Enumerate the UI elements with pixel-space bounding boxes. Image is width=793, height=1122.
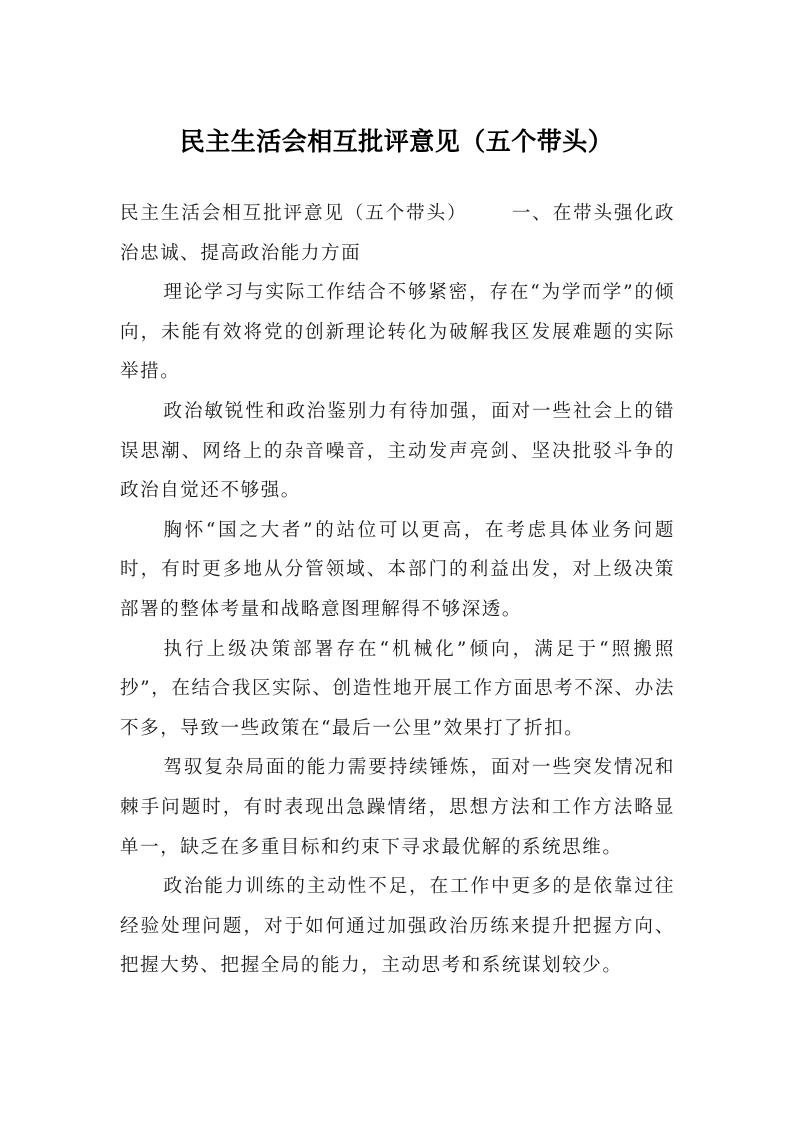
paragraph: 胸怀“国之大者”的站位可以更高，在考虑具体业务问题时，有时更多地从分管领域、本部门的利益出发，对上级决策部署的整体考量和战略意图理解得不够深透。 [120, 519, 675, 620]
intro-prefix: 民主生活会相互批评意见（五个带头） [120, 203, 468, 224]
paragraph: 执行上级决策部署存在“机械化”倾向，满足于“照搬照抄”，在结合我区实际、创造性地开展工作方面思考不深、办法不多，导致一些政策在“最后一公里”效果打了折扣。 [120, 638, 675, 739]
paragraph: 政治能力训练的主动性不足，在工作中更多的是依靠过往经验处理问题，对于如何通过加强政治历练来提升把握方向、把握大势、把握全局的能力，主动思考和系统谋划较少。 [120, 876, 675, 977]
paragraph: 理论学习与实际工作结合不够紧密，存在“为学而学”的倾向，未能有效将党的创新理论转化为破解我区发展难题的实际举措。 [120, 282, 675, 383]
section-heading: 一、在带头强化政治忠诚、提高政治能力方面 [120, 203, 676, 264]
document-body [120, 194, 675, 986]
paragraph: 驾驭复杂局面的能力需要持续锤炼，面对一些突发情况和棘手问题时，有时表现出急躁情绪，思想方法和工作方法略显单一，缺乏在多重目标和约束下寻求最优解的系统思维。 [120, 757, 675, 858]
document-title: 民主生活会相互批评意见（五个带头） [179, 127, 614, 156]
intro-line [120, 194, 675, 273]
paragraph: 政治敏锐性和政治鉴别力有待加强，面对一些社会上的错误思潮、网络上的杂音噪音，主动发声亮剑、坚决批驳斗争的政治自觉还不够强。 [120, 400, 675, 502]
